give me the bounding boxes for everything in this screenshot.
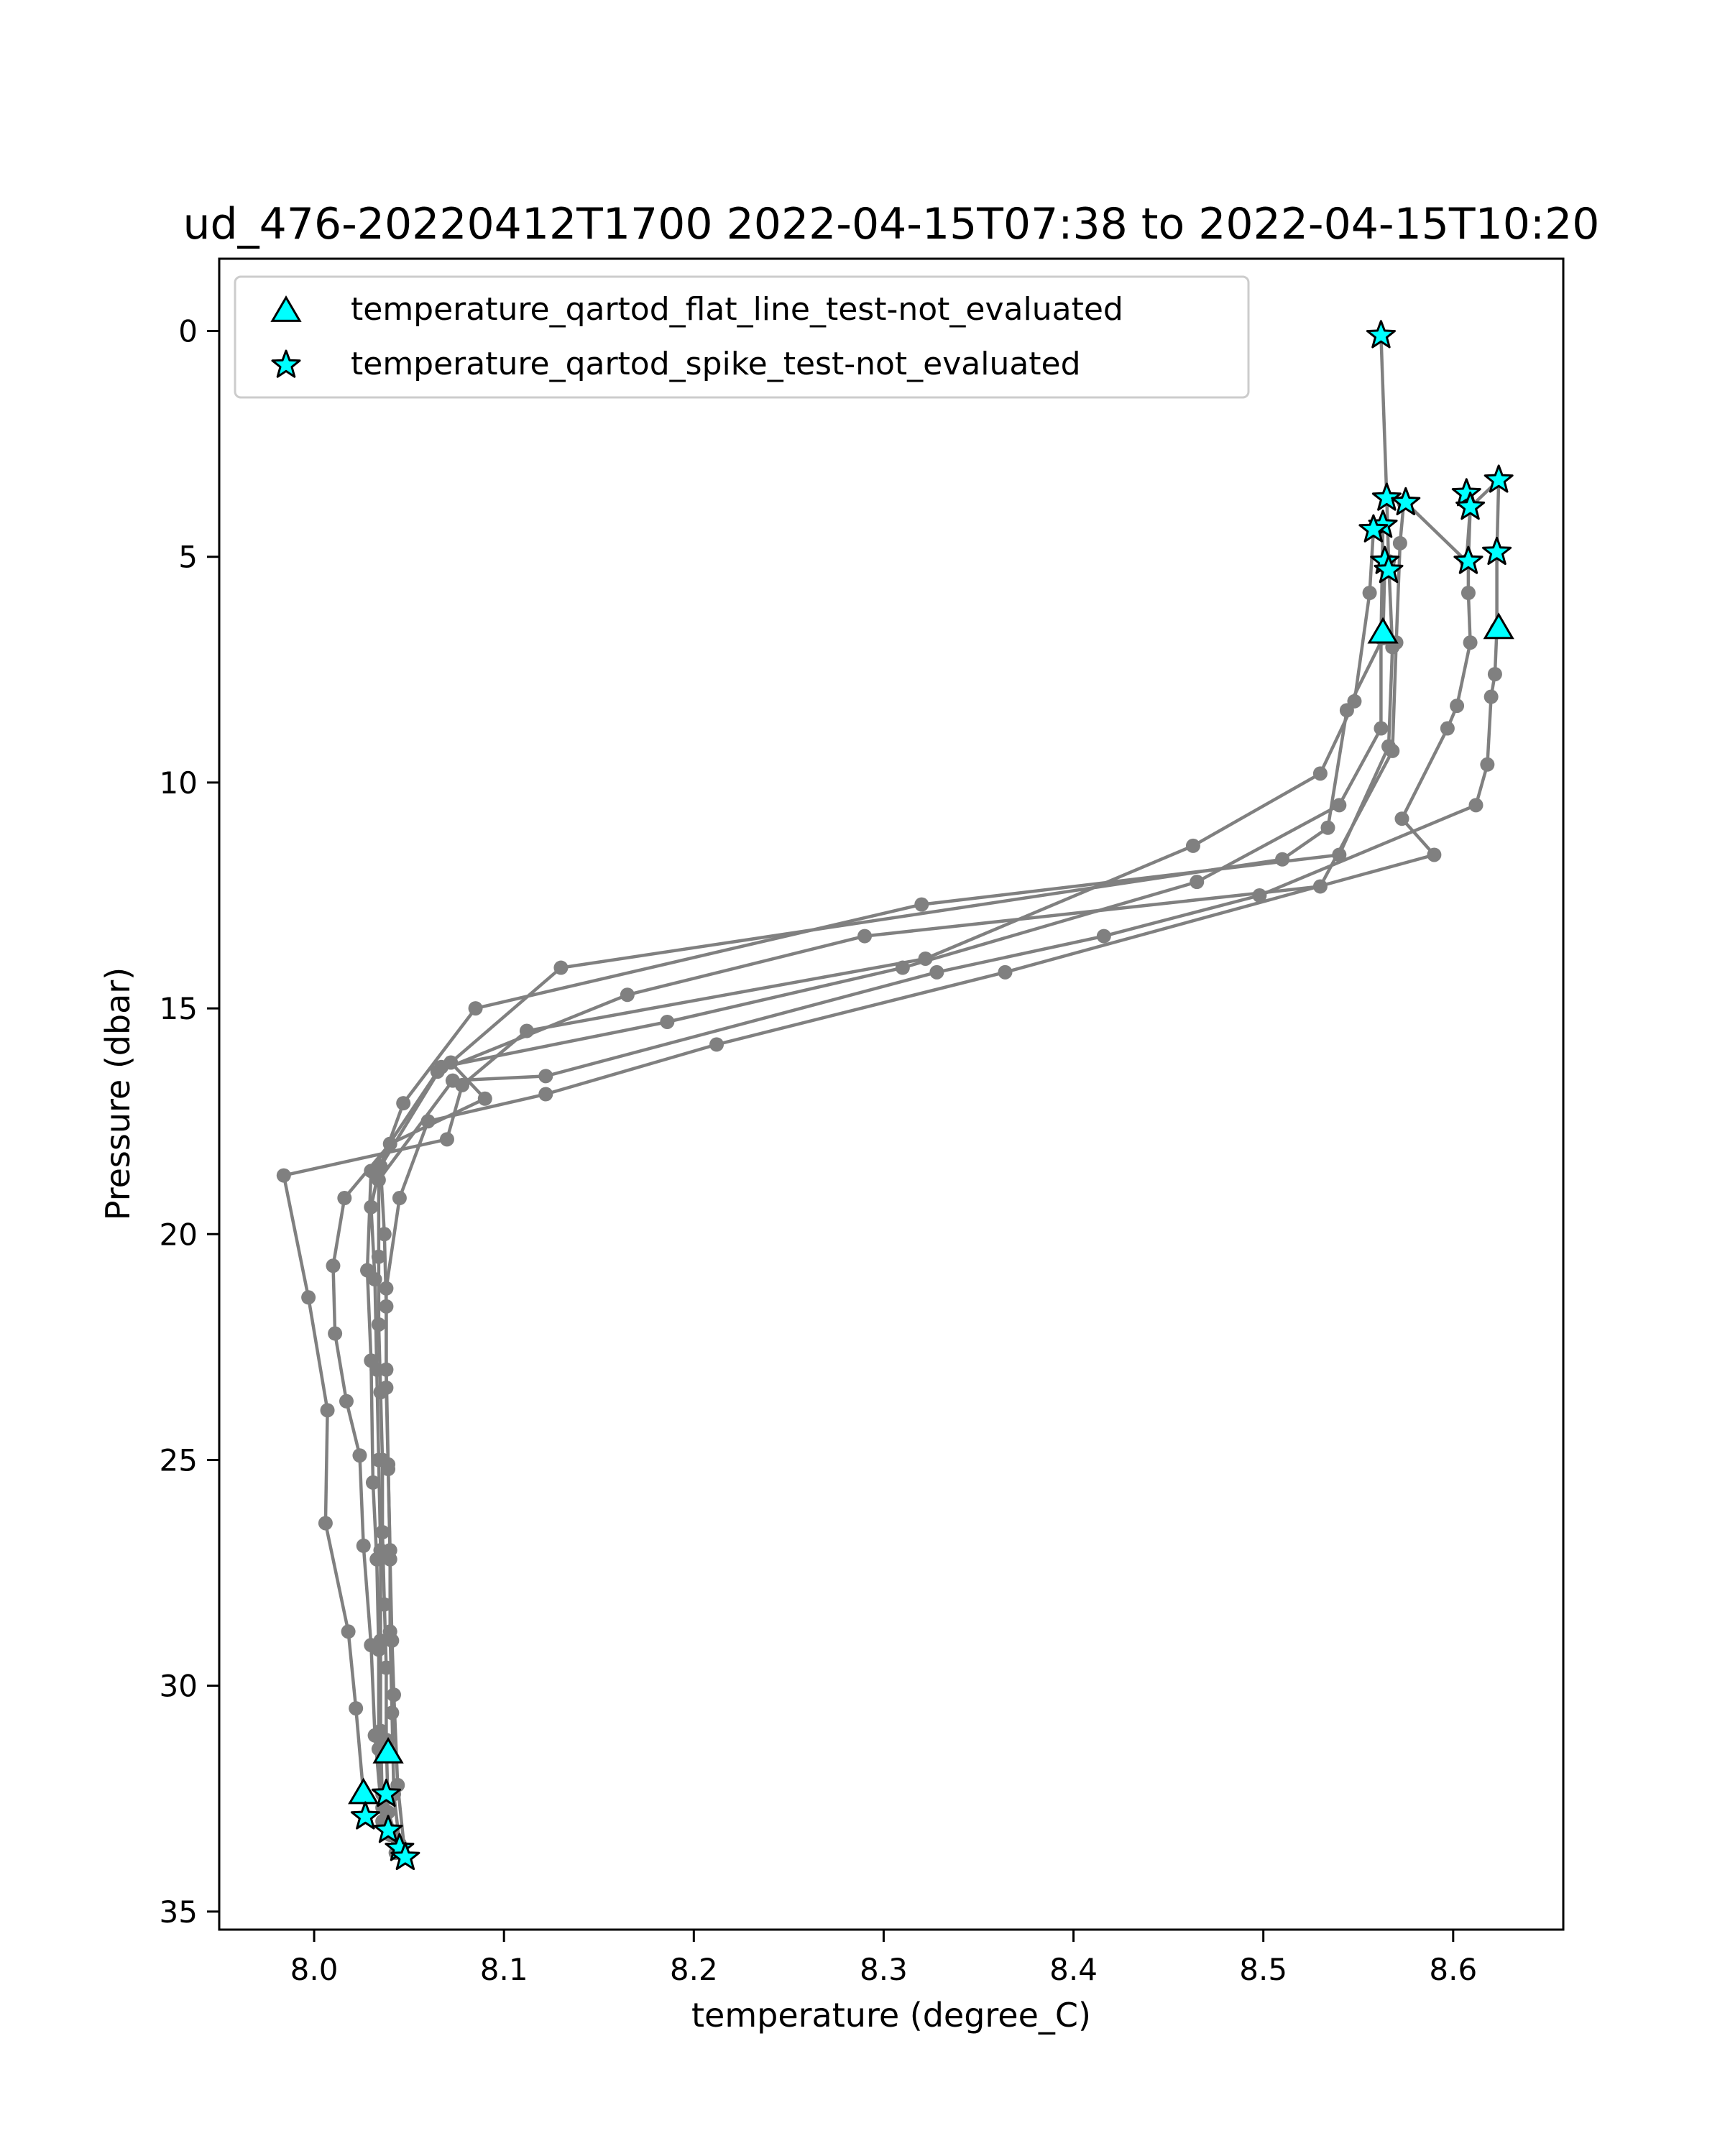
profile-point bbox=[446, 1074, 460, 1088]
profile-line bbox=[367, 502, 1404, 1835]
profile-point bbox=[364, 1638, 378, 1652]
profile-point bbox=[1450, 699, 1464, 713]
profile-point bbox=[1275, 852, 1289, 867]
profile-point bbox=[1484, 690, 1499, 704]
profile-point bbox=[1385, 744, 1399, 758]
x-axis bbox=[290, 1930, 1478, 1987]
profile-point bbox=[998, 965, 1012, 980]
profile-point bbox=[857, 929, 872, 944]
y-tick-label: 30 bbox=[159, 1668, 198, 1704]
profile-point bbox=[337, 1191, 351, 1205]
profile-point bbox=[383, 1137, 397, 1151]
y-axis-label: Pressure (dbar) bbox=[98, 967, 137, 1221]
profile-point bbox=[356, 1539, 371, 1553]
profile-point bbox=[1313, 766, 1328, 780]
profile-point bbox=[360, 1263, 374, 1278]
profile-line bbox=[284, 530, 1374, 1817]
legend-label: temperature_qartod_spike_test-not_evaluated bbox=[351, 346, 1081, 382]
x-tick-label: 8.3 bbox=[860, 1952, 908, 1987]
profile-point bbox=[364, 1353, 378, 1368]
profile-point bbox=[352, 1448, 367, 1462]
profile-point bbox=[538, 1087, 553, 1102]
x-tick-label: 8.0 bbox=[290, 1952, 339, 1987]
x-tick-label: 8.1 bbox=[479, 1952, 528, 1987]
profile-point bbox=[328, 1327, 342, 1341]
profile-point bbox=[379, 1363, 393, 1377]
profile-point bbox=[301, 1290, 316, 1304]
profile-point bbox=[381, 1457, 395, 1472]
x-tick-label: 8.2 bbox=[669, 1952, 718, 1987]
profile-point bbox=[443, 1056, 458, 1070]
spike-test-markers bbox=[351, 321, 1512, 1869]
profile-point bbox=[277, 1169, 291, 1183]
y-tick-label: 15 bbox=[159, 991, 198, 1027]
profile-point bbox=[1332, 798, 1346, 812]
profile-point bbox=[620, 987, 635, 1002]
flat-line-test-markers bbox=[350, 614, 1513, 1803]
profile-point bbox=[1469, 798, 1484, 812]
x-axis-label: temperature (degree_C) bbox=[691, 1996, 1091, 2035]
profile-point bbox=[372, 1317, 386, 1332]
profile-point bbox=[1488, 667, 1502, 681]
profile-point bbox=[421, 1114, 436, 1128]
x-tick-label: 8.6 bbox=[1429, 1952, 1478, 1987]
profile-point bbox=[709, 1037, 724, 1051]
legend bbox=[235, 277, 1248, 397]
profile-point bbox=[372, 1250, 386, 1264]
profile-point bbox=[1393, 536, 1407, 550]
profile-point bbox=[396, 1096, 410, 1110]
profile-point bbox=[1374, 722, 1388, 736]
x-tick-label: 8.5 bbox=[1239, 1952, 1288, 1987]
profile-point bbox=[1320, 821, 1335, 835]
y-axis bbox=[160, 314, 219, 1930]
profile-line bbox=[379, 480, 1499, 1848]
chart-title: ud_476-20220412T1700 2022-04-15T07:38 to 2022-04-15T10:20 bbox=[183, 199, 1600, 249]
profile-point bbox=[375, 1525, 390, 1539]
x-tick-label: 8.4 bbox=[1049, 1952, 1098, 1987]
profile-point bbox=[1394, 811, 1409, 826]
profile-point bbox=[1190, 875, 1204, 889]
profile-point bbox=[341, 1624, 356, 1639]
y-tick-label: 0 bbox=[178, 313, 198, 349]
profile-point bbox=[318, 1516, 333, 1530]
profile-lines bbox=[277, 328, 1506, 1865]
profile-point bbox=[1186, 839, 1200, 853]
profile-point bbox=[520, 1024, 534, 1038]
profile-point bbox=[1463, 635, 1478, 650]
profile-point bbox=[929, 965, 944, 980]
profile-point bbox=[339, 1394, 354, 1409]
profile-point bbox=[385, 1634, 399, 1648]
profile-point bbox=[383, 1552, 397, 1567]
legend-label: temperature_qartod_flat_line_test-not_evaluated bbox=[351, 291, 1123, 328]
y-tick-label: 25 bbox=[159, 1442, 198, 1478]
profile-line bbox=[371, 336, 1392, 1853]
y-tick-label: 10 bbox=[159, 765, 198, 801]
profile-point bbox=[469, 1001, 483, 1015]
profile-line bbox=[386, 494, 1470, 1858]
profile-point bbox=[326, 1258, 340, 1273]
profile-point bbox=[440, 1132, 454, 1146]
profile-point bbox=[660, 1015, 674, 1029]
profile-point bbox=[1440, 722, 1455, 736]
profile-point bbox=[1480, 757, 1494, 772]
flat-line-marker bbox=[1485, 614, 1512, 637]
profile-line bbox=[334, 566, 1385, 1830]
profile-point bbox=[1097, 929, 1111, 944]
profile-point bbox=[1340, 703, 1354, 717]
profile-point bbox=[321, 1403, 335, 1417]
y-tick-label: 5 bbox=[178, 539, 198, 575]
profile-point bbox=[1461, 586, 1476, 600]
profile-point bbox=[349, 1701, 363, 1715]
profile-point bbox=[478, 1092, 492, 1106]
profile-point bbox=[366, 1475, 380, 1490]
profile-line bbox=[381, 525, 1384, 1844]
profile-point bbox=[379, 1281, 393, 1296]
y-tick-label: 35 bbox=[159, 1894, 198, 1930]
profile-point bbox=[387, 1687, 401, 1702]
spike-marker bbox=[351, 1802, 379, 1828]
profile-point bbox=[372, 1173, 386, 1187]
profile-point bbox=[914, 898, 929, 912]
profile-point bbox=[392, 1191, 407, 1205]
profile-point bbox=[538, 1069, 553, 1083]
y-tick-label: 20 bbox=[159, 1217, 198, 1253]
profile-point bbox=[1427, 847, 1441, 862]
profile-point bbox=[1363, 586, 1377, 600]
profile-point bbox=[553, 961, 568, 975]
profile-point bbox=[919, 952, 933, 966]
